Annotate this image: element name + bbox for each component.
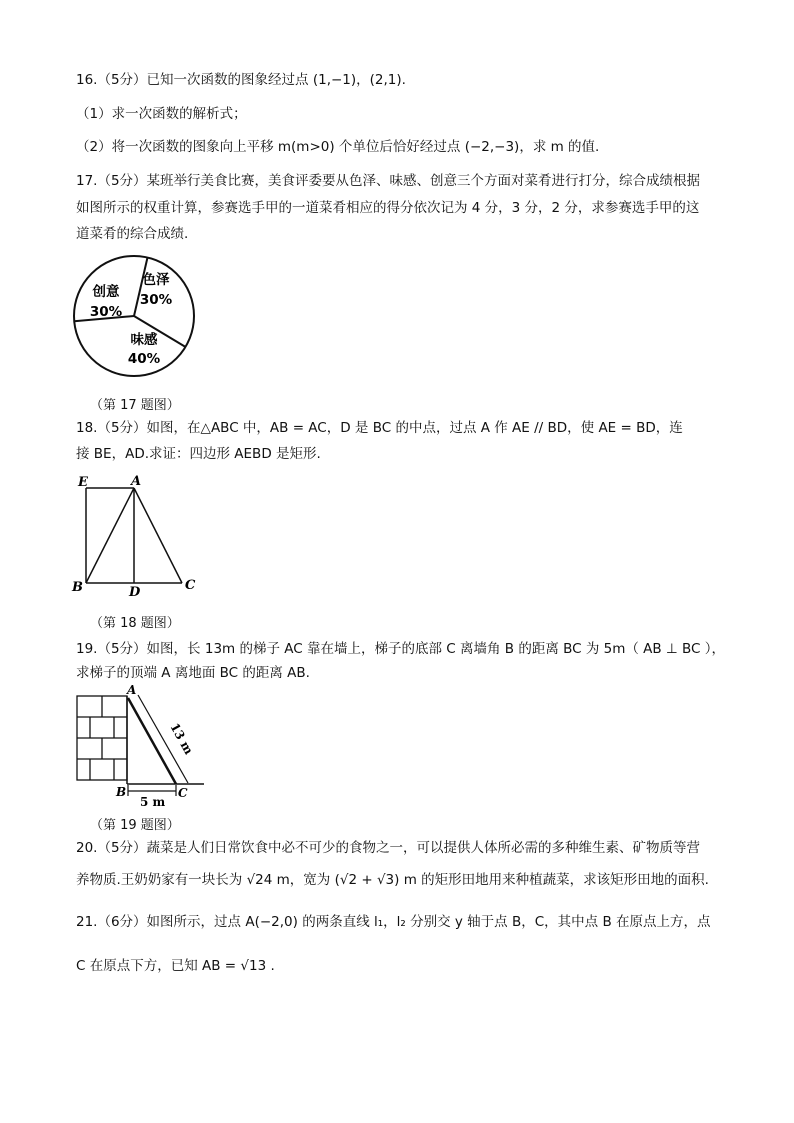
q17-line2: 如图所示的权重计算，参赛选手甲的一道菜肴相应的得分依次记为 4 分，3 分，2 分，求参赛选手甲的这: [76, 200, 700, 216]
pie-label-weigan: 味感: [130, 332, 158, 348]
pie-value-weigan: 40%: [127, 351, 161, 367]
q21-line2: C 在原点下方，已知 AB = √13 .: [76, 958, 275, 974]
q19-line1: 19.（5分）如图，长 13m 的梯子 AC 靠在墙上，梯子的底部 C 离墙角 B 的距离 BC 为 5m（ AB ⊥ BC ），: [76, 641, 726, 657]
point-label-c: C: [178, 786, 188, 800]
pie-value-sezhe: 30%: [139, 292, 173, 308]
q20-line2: 养物质.王奶奶家有一块长为 √24 m，宽为 (√2 + √3) m 的矩形田地用来种植蔬菜，求该矩形田地的面积.: [76, 872, 709, 888]
point-label-b: B: [116, 785, 127, 799]
pie-label-chuangyi: 创意: [92, 284, 120, 300]
segment-ac: [134, 488, 182, 583]
q16-part2: （2）将一次函数的图象向上平移 m(m>0) 个单位后恰好经过点 (−2,−3)，求 m 的值.: [76, 139, 600, 155]
q18-caption: （第 18 题图）: [90, 616, 180, 631]
point-label-e: E: [78, 475, 88, 490]
segment-ab: [86, 488, 134, 583]
q21-line1: 21.（6分）如图所示，过点 A(−2,0) 的两条直线 l₁，l₂ 分别交 y 轴于点 B，C，其中点 B 在原点上方，点: [76, 914, 711, 930]
q18-line2: 接 BE，AD.求证：四边形 AEBD 是矩形.: [76, 446, 321, 462]
q17-pie-chart: [72, 254, 202, 384]
ladder-length-label: 13 m: [167, 720, 196, 757]
point-label-c: C: [185, 578, 196, 593]
q17-line3: 道菜肴的综合成绩.: [76, 226, 189, 242]
q18-line1: 18.（5分）如图，在△ABC 中，AB = AC，D 是 BC 的中点，过点 A 作 AE // BD，使 AE = BD，连: [76, 420, 683, 436]
q20-line1: 20.（5分）蔬菜是人们日常饮食中必不可少的食物之一，可以提供人体所必需的多种维生素、矿物质等营: [76, 840, 701, 856]
point-label-a: A: [131, 474, 142, 489]
base-length-label: 5 m: [140, 795, 166, 809]
point-label-a: A: [127, 683, 137, 697]
q19-caption: （第 19 题图）: [90, 818, 180, 833]
ladder: [128, 698, 176, 784]
q19-ladder-figure: [72, 684, 212, 812]
q16-part1: （1）求一次函数的解析式；: [76, 106, 247, 122]
pie-label-sezhe: 色泽: [142, 272, 170, 288]
q17-line1: 17.（5分）某班举行美食比赛，美食评委要从色泽、味感、创意三个方面对菜肴进行打分，综合成绩根据: [76, 173, 701, 189]
q18-rectangle-figure: [72, 476, 202, 602]
q17-caption: （第 17 题图）: [90, 398, 180, 413]
point-label-b: B: [72, 580, 83, 595]
brick-wall: [77, 696, 127, 780]
point-label-d: D: [129, 585, 141, 600]
q19-line2: 求梯子的顶端 A 离地面 BC 的距离 AB.: [76, 665, 310, 681]
pie-value-chuangyi: 30%: [89, 304, 123, 320]
q16-stem: 16.（5分）已知一次函数的图象经过点 (1,−1)，(2,1).: [76, 72, 406, 88]
